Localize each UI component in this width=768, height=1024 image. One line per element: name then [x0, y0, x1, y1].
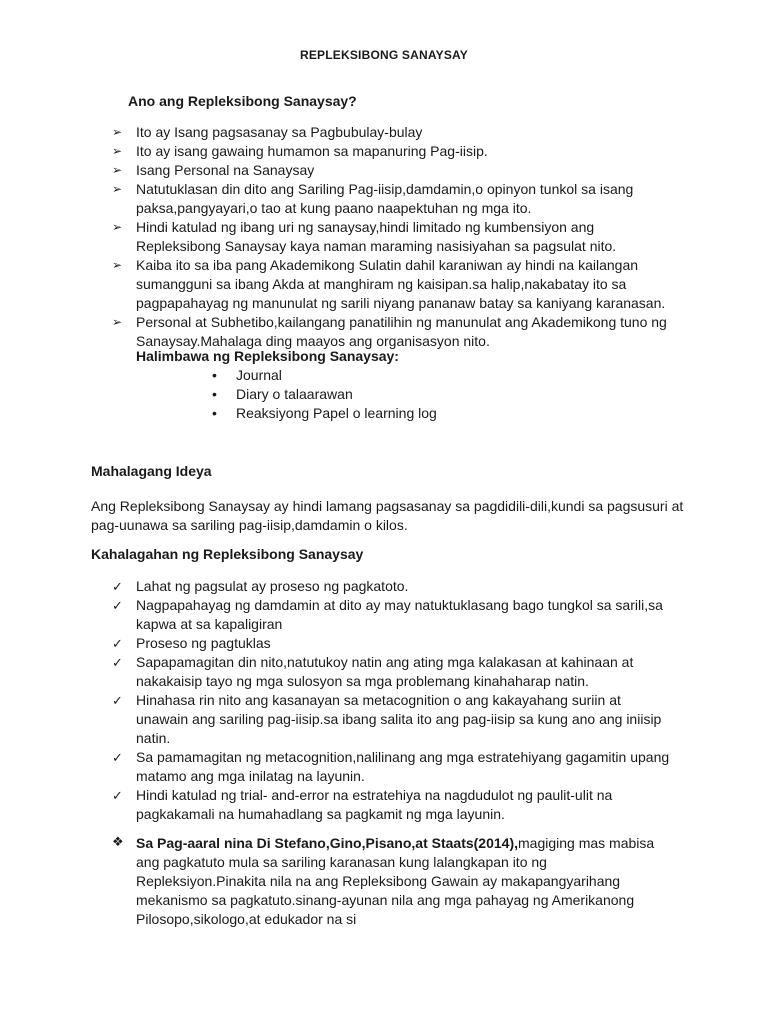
list-item: ✓ Proseso ng pagtuklas — [112, 635, 271, 651]
dot-bullet-icon: • — [212, 386, 217, 402]
arrow-bullet-icon: ➢ — [112, 258, 123, 272]
kahalagahan-list — [112, 577, 676, 824]
list-item: • Journal — [212, 367, 282, 383]
citation-text: magiging mas mabisa ang pagkatuto mula sa sariling karanasan kung lalangkapan ito ng Repleksiyon.Pinakita nila na ang Repleksibong Gawain ay makapangyarihang mekanismo sa pagkatuto.sinang-ayunan nila ang mga pahayag ng Amerikanong Pilosopo,sikologo,at edukador na si — [136, 835, 655, 927]
examples-heading: Halimbawa ng Repleksibong Sanaysay: — [136, 348, 399, 364]
check-bullet-icon: ✓ — [112, 636, 123, 651]
check-bullet-icon: ✓ — [112, 693, 123, 708]
dot-bullet-icon: • — [212, 405, 217, 421]
list-item: ✓ Lahat ng pagsulat ay proseso ng pagkatoto. — [112, 578, 409, 594]
list-item: ➢ Natutuklasan din dito ang Sariling Pag-iisip,damdamin,o opinyon tunkol sa isang paksa,pangyayari,o tao at kung paano naapektuhan ng mga ito. — [112, 181, 634, 216]
arrow-bullet-icon: ➢ — [112, 182, 123, 196]
kahalagahan-heading: Kahalagahan ng Repleksibong Sanaysay — [91, 546, 364, 562]
examples-list — [212, 366, 656, 423]
arrow-bullet-icon: ➢ — [112, 144, 123, 158]
list-item: ✓ Hinahasa rin nito ang kasanayan sa metacognition o ang kakayahang suriin at unawain ang sariling pag-iisip.sa ibang salita ito ang pag-iisip sa kung ano ang iniisip natin. — [112, 692, 662, 746]
list-item: ✓ Sa pamamagitan ng metacognition,nalilinang ang mga estratehiyang gagamitin upang matamo ang mga inilatag na layunin. — [112, 749, 670, 784]
list-item: • Diary o talaarawan — [212, 386, 353, 402]
list-item: ➢ Isang Personal na Sanaysay — [112, 162, 315, 178]
diamond-bullet-icon: ❖ — [112, 834, 124, 849]
list-item: ➢ Hindi katulad ng ibang uri ng sanaysay,hindi limitado ng kumbensiyon ang Repleksibong Sanaysay kaya naman maraming nasisiyahan sa pagsulat nito. — [112, 219, 617, 254]
dot-bullet-icon: • — [212, 367, 217, 383]
list-item: ➢ Kaiba ito sa iba pang Akademikong Sulatin dahil karaniwan ay hindi na kailangan sumangguni sa ibang Akda at manghiram ng kaisipan.sa halip,nakabatay ito sa pagpapahayag ng manunulat ng sarili niyang pananaw batay sa kaniyang karanasan. — [112, 257, 666, 311]
check-bullet-icon: ✓ — [112, 579, 123, 594]
arrow-bullet-icon: ➢ — [112, 315, 123, 329]
document-title: REPLEKSIBONG SANAYSAY — [299, 48, 469, 62]
definition-list — [112, 123, 676, 351]
ideya-heading: Mahalagang Ideya — [91, 463, 212, 479]
list-item: ✓ Sapapamagitan din nito,natutukoy natin ang ating mga kalakasan at kahinaan at nakakaisip tayo ng mga sulosyon sa mga problemang kinahaharap natin. — [112, 654, 634, 689]
citation-paragraph — [136, 834, 676, 929]
check-bullet-icon: ✓ — [112, 788, 123, 803]
check-bullet-icon: ✓ — [112, 655, 123, 670]
check-bullet-icon: ✓ — [112, 750, 123, 765]
arrow-bullet-icon: ➢ — [112, 163, 123, 177]
list-item: ✓ Hindi katulad ng trial- and-error na estratehiya na nagdudulot ng paulit-ulit na pagkakamali na humahadlang sa pagkamit ng mga layunin. — [112, 787, 613, 822]
arrow-bullet-icon: ➢ — [112, 220, 123, 234]
list-item: ➢ Personal at Subhetibo,kailangang panatilihin ng manunulat ang Akademikong tuno ng Sanaysay.Mahalaga ding maayos ang organisasyon nito. — [112, 314, 667, 349]
citation-authors: Sa Pag-aaral nina Di Stefano,Gino,Pisano,at Staats(2014), — [136, 835, 519, 851]
list-item: ➢ Ito ay isang gawaing humamon sa mapanuring Pag-iisip. — [112, 143, 488, 159]
ideya-paragraph: Ang Repleksibong Sanaysay ay hindi lamang pagsasanay sa pagdidili-dili,kundi sa pagsusuri at pag-uunawa sa sariling pag-iisip,damdamin o kilos. — [91, 498, 684, 533]
list-item: ✓ Nagpapahayag ng damdamin at dito ay may natuktuklasang bago tungkol sa sarili,sa kapwa at sa kapaligiran — [112, 597, 663, 632]
list-item: • Reaksiyong Papel o learning log — [212, 405, 437, 421]
arrow-bullet-icon: ➢ — [112, 125, 123, 139]
check-bullet-icon: ✓ — [112, 598, 123, 613]
section-heading-ano: Ano ang Repleksibong Sanaysay? — [128, 93, 357, 109]
list-item: ➢ Ito ay Isang pagsasanay sa Pagbubulay-bulay — [112, 124, 423, 140]
